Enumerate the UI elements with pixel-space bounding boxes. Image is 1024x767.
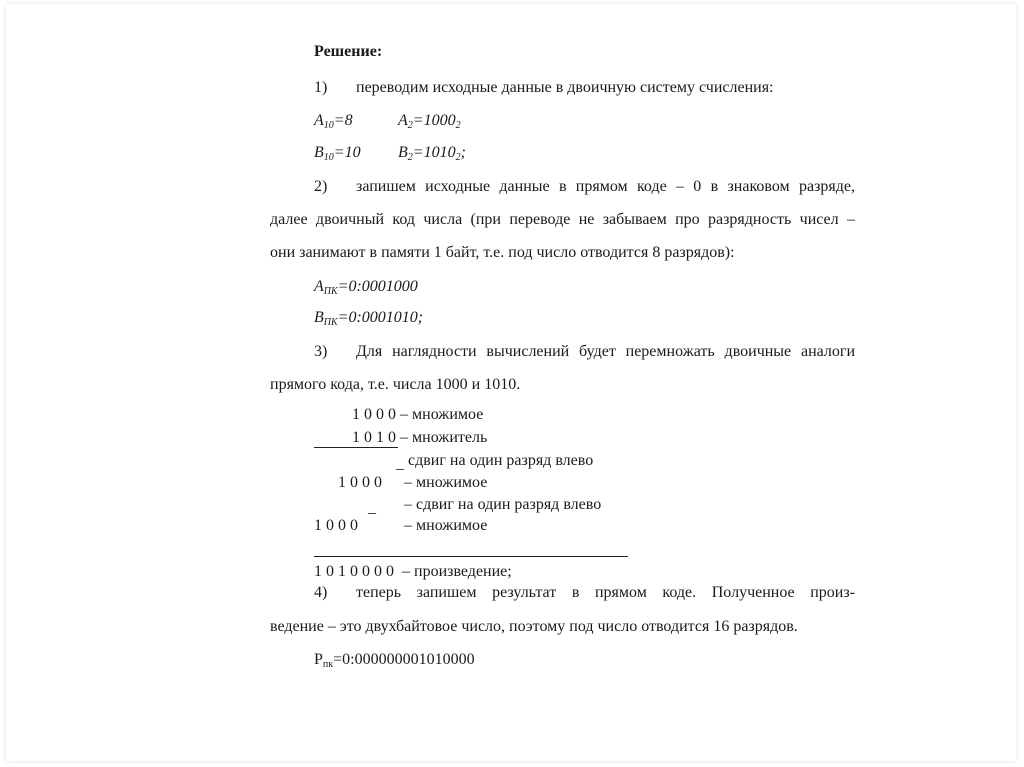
value: =1010 (412, 144, 456, 161)
b10-formula (314, 144, 361, 162)
bpk-formula (314, 309, 423, 327)
var: A (314, 112, 324, 129)
mult-row2: 1 0 1 0 – множитель (352, 429, 488, 446)
subscript: 2 (407, 120, 413, 131)
step1-number: 1) (314, 79, 328, 96)
step4-line2: ведение – это двухбайтовое число, поэтому под число отводится 16 разрядов. (270, 618, 798, 635)
ppk-formula (314, 651, 475, 669)
mult-shift2: – сдвиг на один разряд влево (404, 496, 602, 513)
mult-row1: 1 0 0 0 – множимое (352, 406, 484, 423)
subscript: 2 (455, 152, 461, 163)
step4-line1: теперь запишем результат в прямом коде. Полученное произ- (356, 584, 855, 601)
a2-formula (398, 112, 461, 130)
var: A (314, 278, 324, 295)
b2-formula (398, 144, 466, 162)
underline-short (314, 447, 398, 448)
mult-shift1: сдвиг на один разряд влево (408, 452, 594, 469)
minus-sign: _ (368, 499, 376, 516)
var: P (314, 651, 323, 668)
step3-line2: прямого кода, т.е. числа 1000 и 1010. (270, 376, 521, 393)
subscript: ПК (323, 286, 338, 297)
step3-line1: Для наглядности вычислений будет перемножать двоичные аналоги (356, 343, 855, 360)
step2-number: 2) (314, 178, 328, 195)
mult-label3: – множимое (404, 517, 488, 534)
subscript: 10 (323, 120, 334, 131)
value: =8 (333, 112, 353, 129)
mult-label2: – множимое (404, 474, 488, 491)
mult-result: 1 0 1 0 0 0 0 – произведение; (314, 563, 512, 580)
value: =10 (333, 144, 361, 161)
solution-heading: Решение: (314, 43, 383, 60)
subscript: 2 (407, 152, 413, 163)
var: B (314, 309, 324, 326)
underline-long (314, 556, 628, 557)
step2-line2: далее двоичный код числа (при переводе не забываем про разрядность чисел – (270, 211, 855, 228)
punct: ; (460, 144, 466, 161)
step2-line3: они занимают в памяти 1 байт, т.е. под число отводится 8 разрядов): (270, 244, 735, 261)
subscript: ПК (323, 317, 338, 328)
subscript: 10 (323, 152, 334, 163)
value: =0:0001010; (337, 309, 424, 326)
step4-number: 4) (314, 584, 328, 601)
var: B (398, 144, 408, 161)
minus-sign: _ (396, 455, 404, 472)
value: =0:0001000 (337, 278, 418, 295)
step1-text: переводим исходные данные в двоичную систему счисления: (356, 79, 774, 96)
step3-number: 3) (314, 343, 328, 360)
a10-formula (314, 112, 353, 130)
var: B (314, 144, 324, 161)
subscript: пк (322, 659, 334, 670)
var: A (398, 112, 408, 129)
value: =0:000000001010000 (333, 651, 475, 668)
apk-formula (314, 278, 418, 296)
value: =1000 (412, 112, 456, 129)
subscript: 2 (455, 120, 461, 131)
mult-num2: 1 0 0 0 (338, 474, 382, 491)
mult-num3: 1 0 0 0 (314, 517, 358, 534)
step2-line1: запишем исходные данные в прямом коде – 0 в знаковом разряде, (356, 178, 855, 195)
